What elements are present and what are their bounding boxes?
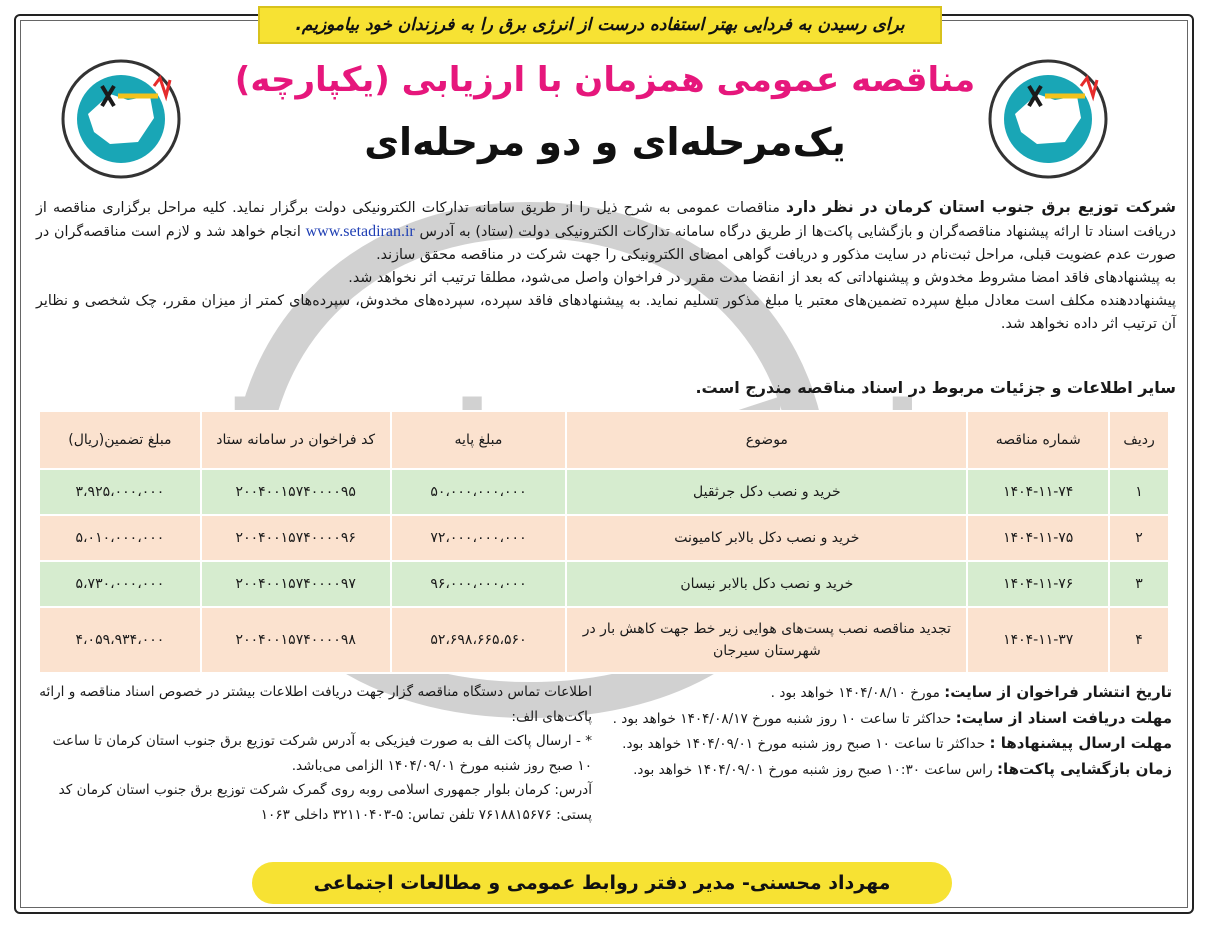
open-value: راس ساعت ۱۰:۳۰ صبح روز شنبه مورخ ۱۴۰۴/۰۹/۰۱ خواهد بود. xyxy=(633,761,993,778)
cell-subject: خرید و نصب دکل بالابر نیسان xyxy=(566,561,967,607)
company-name: شرکت توزیع برق جنوب استان کرمان در نظر دارد xyxy=(786,198,1176,216)
schedule-block xyxy=(602,680,1172,782)
cell-guarantee: ۳،۹۲۵،۰۰۰،۰۰۰ xyxy=(39,469,201,515)
contact-line-1: اطلاعات تماس دستگاه مناقصه گزار جهت دریافت اطلاعات بیشتر در خصوص اسناد مناقصه و ارائه پاکت‌های الف: xyxy=(39,684,592,725)
publish-label: تاریخ انتشار فراخوان از سایت: xyxy=(944,683,1172,701)
header-base: مبلغ پایه xyxy=(391,411,567,469)
cell-guarantee: ۵،۰۱۰،۰۰۰،۰۰۰ xyxy=(39,515,201,561)
cell-number: ۱۴۰۴-۱۱-۷۶ xyxy=(967,561,1109,607)
publish-value: مورخ ۱۴۰۴/۰۸/۱۰ خواهد بود . xyxy=(770,685,940,701)
cell-row: ۱ xyxy=(1109,469,1169,515)
cell-code: ۲۰۰۴۰۰۱۵۷۴۰۰۰۰۹۵ xyxy=(201,469,391,515)
cell-code: ۲۰۰۴۰۰۱۵۷۴۰۰۰۰۹۸ xyxy=(201,607,391,673)
cell-base: ۵۰،۰۰۰،۰۰۰،۰۰۰ xyxy=(391,469,567,515)
cell-row: ۲ xyxy=(1109,515,1169,561)
header-code: کد فراخوان در سامانه ستاد xyxy=(201,411,391,469)
table-row xyxy=(39,469,1169,515)
contact-line-3: آدرس: کرمان بلوار جمهوری اسلامی روبه روی گمرک شرکت توزیع برق جنوب استان کرمان کد پستی: ۷۶۱۸۸۱۵۶۷۶ تلفن تماس: ۵-۳۲۱۱۰۴۰۳ داخلی ۱۰۶۳ xyxy=(58,782,592,823)
intro-paragraph-1 xyxy=(36,196,1176,267)
cell-row: ۴ xyxy=(1109,607,1169,673)
submit-value: حداکثر تا ساعت ۱۰ صبح روز شنبه مورخ ۱۴۰۴/۰۹/۰۱ خواهد بود. xyxy=(622,736,986,752)
receive-value: حداکثر تا ساعت ۱۰ روز شنبه مورخ ۱۴۰۴/۰۸/۱۷ خواهد بود . xyxy=(612,710,952,727)
header-number: شماره مناقصه xyxy=(967,411,1109,469)
contact-block xyxy=(36,680,592,827)
publish-date xyxy=(602,680,1172,706)
top-banner: برای رسیدن به فردایی بهتر استفاده درست از انرژی برق را به فرزندان خود بیاموزیم. xyxy=(258,6,942,44)
cell-subject: خرید و نصب دکل جرثقیل xyxy=(566,469,967,515)
intro-part-b: انجام خواهد شد و لازم است مناقصه‌گران در صورت عدم عضویت قبلی، مراحل ثبت‌نام در سایت مذکور و دریافت گواهی امضای الکترونیکی را جهت شرکت در مناقصه محقق سازند. xyxy=(36,224,1176,263)
contact-line-2: * - ارسال پاکت الف به صورت فیزیکی به آدرس شرکت توزیع برق جنوب استان کرمان تا ساعت ۱۰ صبح روز شنبه مورخ ۱۴۰۴/۰۹/۰۱ الزامی می‌باشد. xyxy=(52,733,592,774)
page-title: مناقصه عمومی همزمان با ارزیابی (یکپارچه) xyxy=(234,60,976,100)
table-row xyxy=(39,561,1169,607)
cell-guarantee: ۴،۰۵۹،۹۳۴،۰۰۰ xyxy=(39,607,201,673)
cell-guarantee: ۵،۷۳۰،۰۰۰،۰۰۰ xyxy=(39,561,201,607)
open-label: زمان بازگشایی پاکت‌ها: xyxy=(996,759,1172,778)
cell-row: ۳ xyxy=(1109,561,1169,607)
intro-paragraph-3: پیشنهاددهنده مکلف است معادل مبلغ سپرده تضمین‌های معتبر یا مبلغ مذکور تسلیم نماید. به پیشنهادهای فاقد سپرده، سپرده‌های مخدوش، سپرده‌های کمتر از میزان مقرر، چک شخصی و نظایر آن ترتیب اثر داده نخواهد شد. xyxy=(36,293,1176,332)
submit-label: مهلت ارسال پیشنهادها : xyxy=(989,734,1172,752)
intro-paragraph-2: به پیشنهادهای فاقد امضا مشروط مخدوش و پیشنهاداتی که بعد از انقضا مدت مقرر در فراخوان واصل می‌شود، مطلقا ترتیب اثر نخواهد شد. xyxy=(348,270,1176,286)
cell-code: ۲۰۰۴۰۰۱۵۷۴۰۰۰۰۹۶ xyxy=(201,515,391,561)
submit-deadline xyxy=(602,731,1172,757)
header-row: ردیف xyxy=(1109,411,1169,469)
header-subject: موضوع xyxy=(566,411,967,469)
cell-base: ۵۲،۶۹۸،۶۶۵،۵۶۰ xyxy=(391,607,567,673)
more-info-text: سایر اطلاعات و جزئیات مربوط در اسناد مناقصه مندرج است. xyxy=(695,378,1176,397)
company-logo-icon xyxy=(985,56,1111,182)
cell-code: ۲۰۰۴۰۰۱۵۷۴۰۰۰۰۹۷ xyxy=(201,561,391,607)
table-header xyxy=(39,411,1169,469)
receive-label: مهلت دریافت اسناد از سایت: xyxy=(955,708,1172,727)
header-guarantee: مبلغ تضمین(ریال) xyxy=(39,411,201,469)
cell-subject: خرید و نصب دکل بالابر کامیونت xyxy=(566,515,967,561)
cell-base: ۷۲،۰۰۰،۰۰۰،۰۰۰ xyxy=(391,515,567,561)
cell-number: ۱۴۰۴-۱۱-۷۴ xyxy=(967,469,1109,515)
company-logo-icon xyxy=(58,56,184,182)
tender-table xyxy=(38,410,1170,674)
page-subtitle: یک‌مرحله‌ای و دو مرحله‌ای xyxy=(364,120,846,164)
cell-subject: تجدید مناقصه نصب پست‌های هوایی زیر خط جهت کاهش بار در شهرستان سیرجان xyxy=(566,607,967,673)
intro-text xyxy=(36,196,1176,336)
signature-banner: مهرداد محسنی- مدیر دفتر روابط عمومی و مطالعات اجتماعی xyxy=(252,862,952,904)
cell-number: ۱۴۰۴-۱۱-۳۷ xyxy=(967,607,1109,673)
intro-part-a: مناقصات عمومی به شرح ذیل را از طریق سامانه تدارکات الکترونیکی دولت برگزار نماید. کلیه مراحل برگزاری مناقصه از دریافت اسناد تا ارائه پیشنهاد مناقصه‌گران و بازگشایی پاکت‌ها از طریق درگاه سامانه تدارکات الکترونیکی دولت (ستاد) به آدرس xyxy=(36,200,1177,240)
receive-deadline xyxy=(602,706,1172,732)
opening-time xyxy=(602,757,1172,783)
website-link[interactable]: www.setadiran.ir xyxy=(305,223,415,240)
cell-number: ۱۴۰۴-۱۱-۷۵ xyxy=(967,515,1109,561)
cell-base: ۹۶،۰۰۰،۰۰۰،۰۰۰ xyxy=(391,561,567,607)
table-row xyxy=(39,515,1169,561)
table-row xyxy=(39,607,1169,673)
